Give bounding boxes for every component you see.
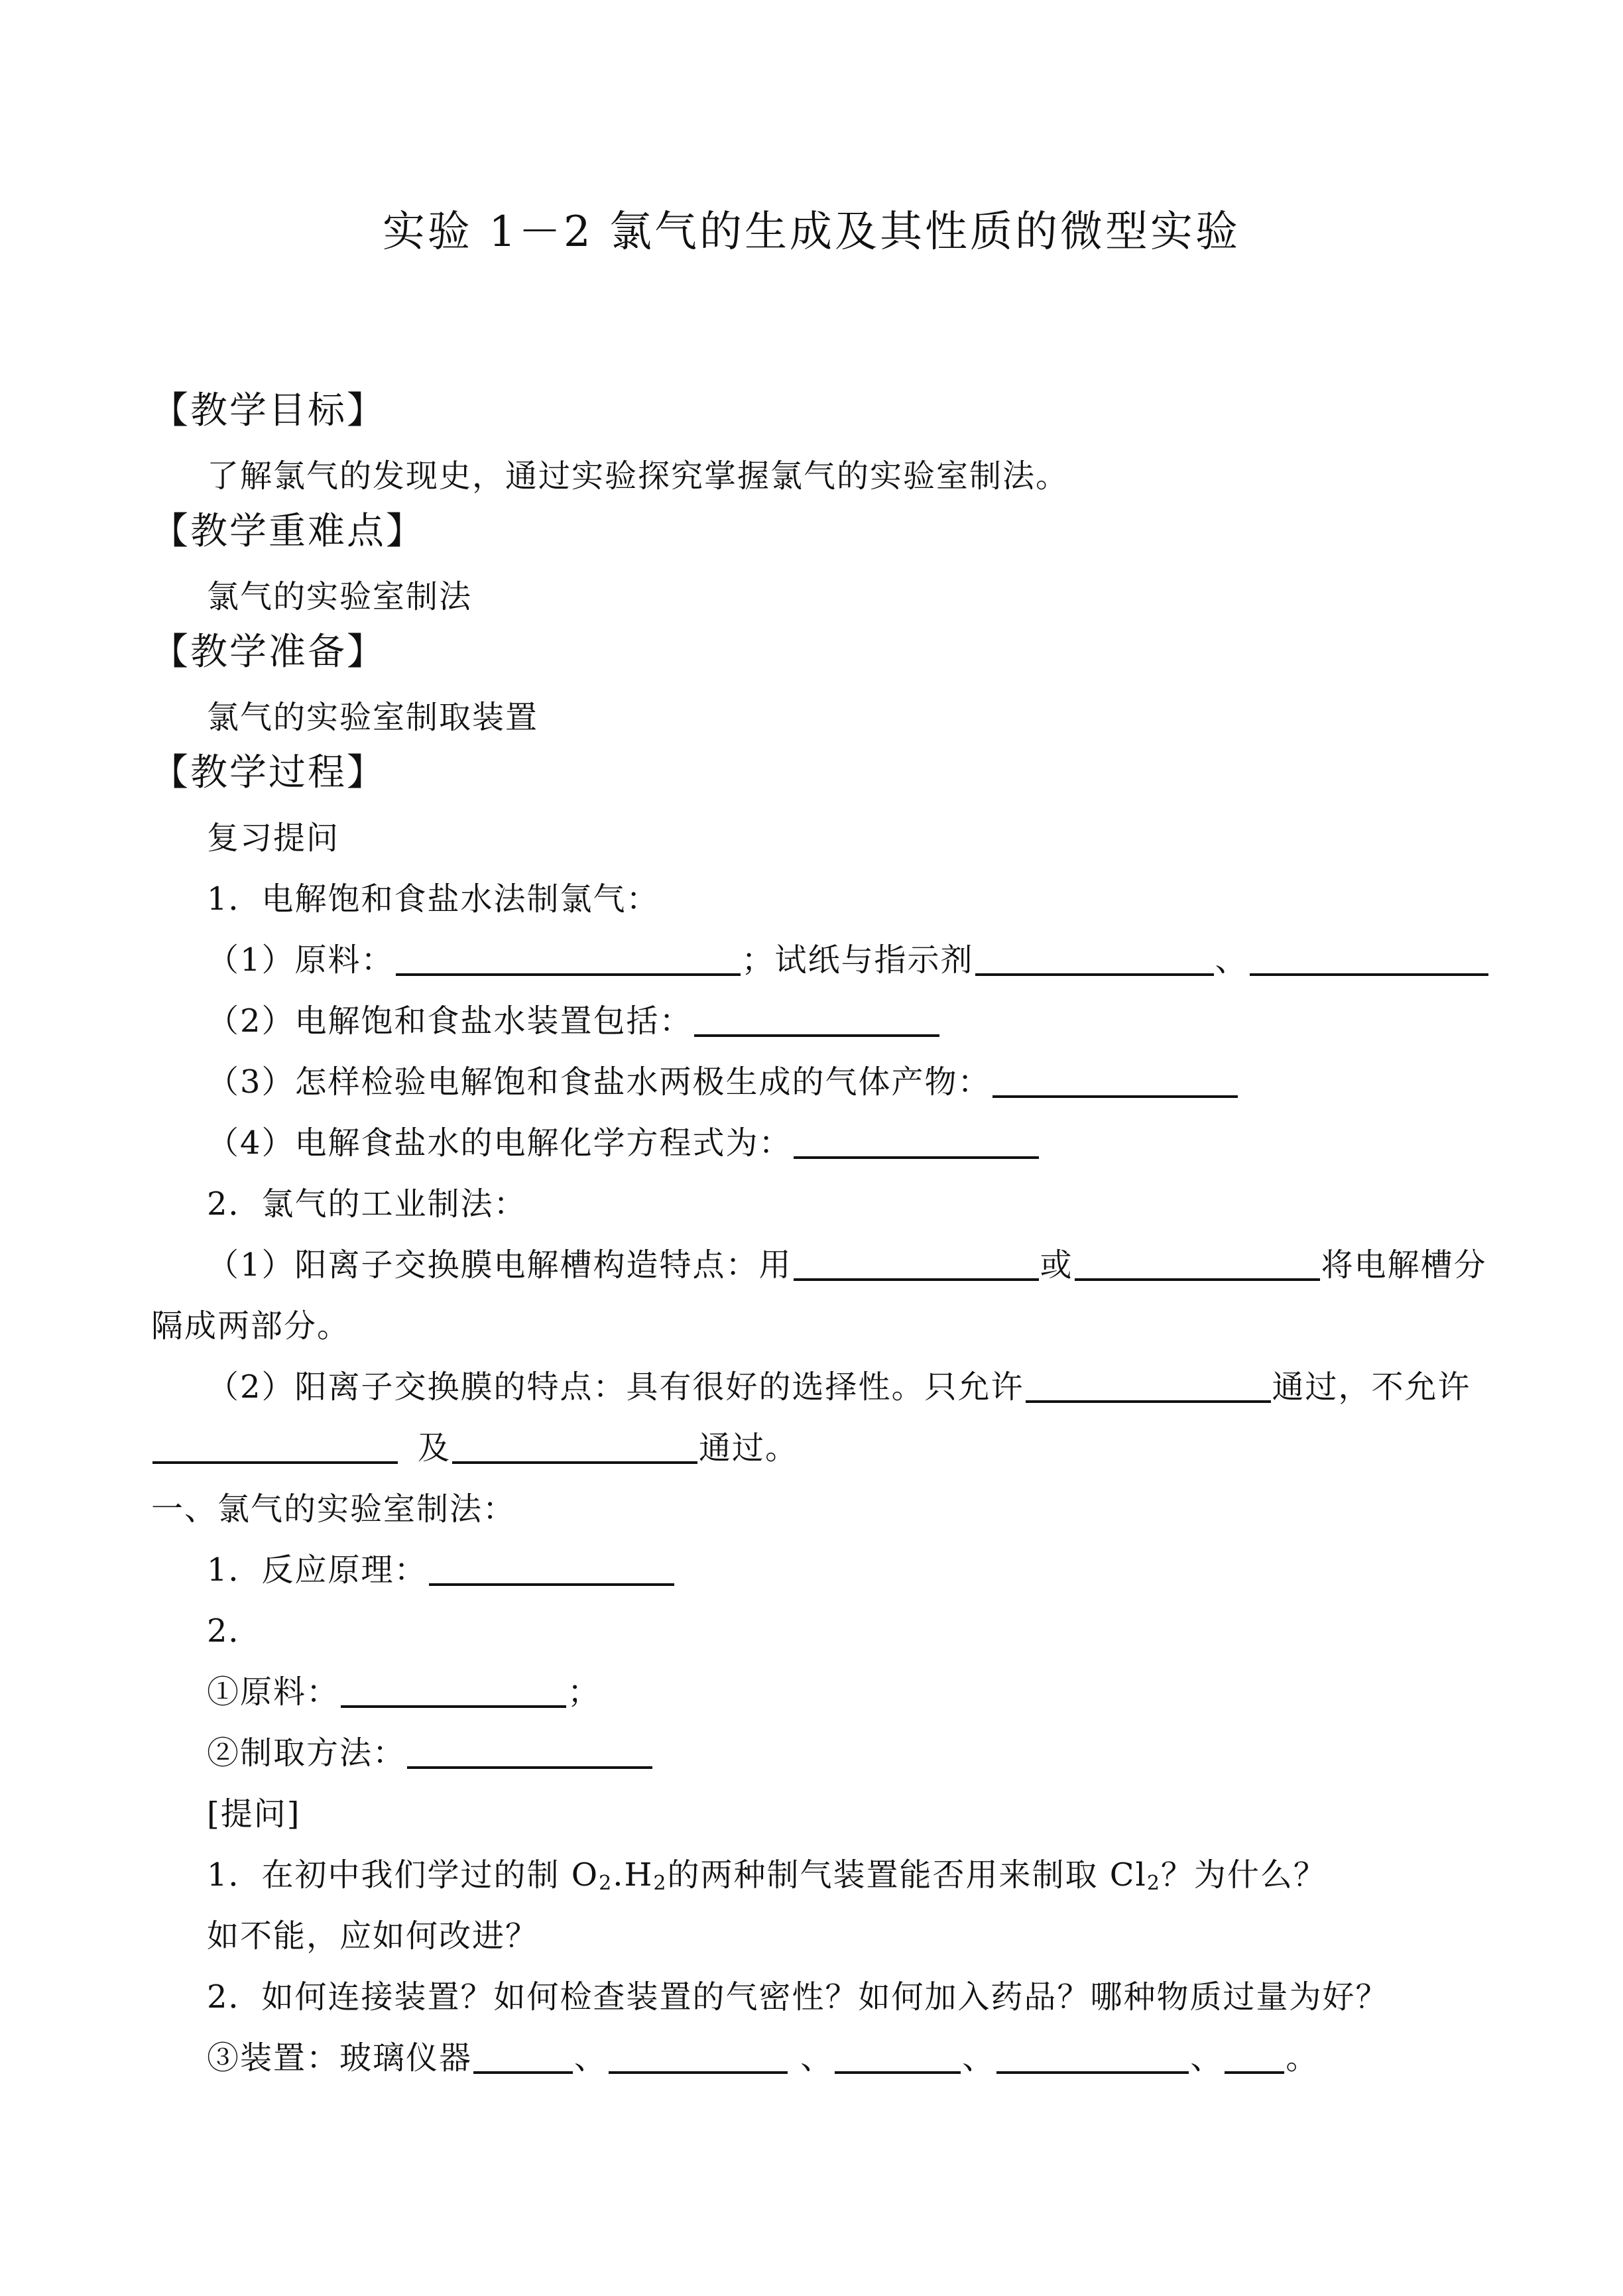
review-q1-4: [207, 1122, 1040, 1164]
subscript: 2: [599, 1872, 613, 1895]
review-q2-1: [207, 1244, 1487, 1286]
page-title: 实验 1－2 氯气的生成及其性质的微型实验: [382, 208, 1241, 257]
subscript: 2: [1146, 1872, 1161, 1895]
q2-2-mid: 通过，不允许: [1272, 1368, 1471, 1406]
prep-heading: 【教学准备】: [151, 631, 386, 674]
answer-blank[interactable]: [794, 1246, 1039, 1281]
answer-blank[interactable]: [152, 1429, 398, 1464]
separator: 、: [789, 2039, 834, 2077]
answer-blank[interactable]: [396, 941, 741, 976]
separator: 、: [574, 2039, 608, 2077]
q1-1-sep: 、: [1215, 941, 1248, 979]
review-q2: 2．氯气的工业制法：: [207, 1185, 527, 1223]
answer-blank[interactable]: [992, 1063, 1238, 1098]
principle-label: 1．反应原理：: [207, 1551, 428, 1589]
prep-text: 氯气的实验室制取装置: [207, 699, 539, 736]
review-label: 复习提问: [207, 819, 340, 857]
q1-3-text: （3）怎样检验电解饱和食盐水两极生成的气体产物：: [207, 1063, 991, 1101]
answer-blank[interactable]: [1225, 2039, 1284, 2074]
q1-1-prefix: （1）原料：: [207, 941, 394, 979]
ask1-part: 的两种制气装置能否用来制取 Cl: [667, 1856, 1147, 1894]
ask-label: [提问]: [207, 1795, 301, 1833]
subscript: 2: [653, 1872, 668, 1895]
ask-1-cont: 如不能，应如何改进？: [207, 1917, 539, 1955]
answer-blank[interactable]: [429, 1551, 674, 1586]
q2-1-prefix: （1）阳离子交换膜电解槽构造特点：用: [207, 1246, 792, 1284]
answer-blank[interactable]: [975, 941, 1214, 976]
method-label: ②制取方法：: [207, 1734, 406, 1772]
review-q1-3: [207, 1061, 1239, 1103]
q2-2-prefix: （2）阳离子交换膜的特点：具有很好的选择性。只允许: [207, 1368, 1024, 1406]
lab-heading: 一、氯气的实验室制法：: [151, 1490, 516, 1528]
answer-blank[interactable]: [609, 2039, 788, 2074]
ask-2: 2．如何连接装置？如何检查装置的气密性？如何加入药品？哪种物质过量为好？: [207, 1978, 1389, 2016]
ask-1: [207, 1854, 1327, 1905]
answer-blank[interactable]: [1250, 941, 1488, 976]
lab-principle: [207, 1549, 676, 1591]
raw-label: ①原料：: [207, 1673, 340, 1711]
answer-blank[interactable]: [452, 1429, 697, 1464]
answer-blank[interactable]: [996, 2039, 1189, 2074]
answer-blank[interactable]: [794, 1124, 1039, 1159]
lab-raw-materials: [207, 1671, 601, 1713]
answer-blank[interactable]: [835, 2039, 961, 2074]
ask1-part: .H: [613, 1856, 654, 1894]
keypoints-heading: 【教学重难点】: [151, 510, 425, 553]
keypoints-text: 氯气的实验室制法: [207, 578, 473, 615]
q2-2-end: 通过。: [699, 1429, 799, 1467]
objective-heading: 【教学目标】: [151, 389, 386, 432]
lab-item-2: 2．: [207, 1612, 262, 1650]
period: 。: [1286, 2039, 1319, 2077]
apparatus-label: ③装置：玻璃仪器: [207, 2039, 473, 2077]
objective-text: 了解氯气的发现史，通过实验探究掌握氯气的实验室制法。: [207, 457, 1069, 495]
answer-blank[interactable]: [473, 2039, 573, 2074]
review-q2-1-cont: 隔成两部分。: [151, 1307, 351, 1345]
review-q1-2: [207, 1000, 941, 1042]
lab-apparatus: [207, 2037, 1319, 2079]
process-heading: 【教学过程】: [151, 751, 386, 794]
separator: 、: [962, 2039, 996, 2077]
answer-blank[interactable]: [407, 1734, 652, 1769]
q1-4-text: （4）电解食盐水的电解化学方程式为：: [207, 1124, 792, 1162]
raw-end: ；: [568, 1673, 601, 1711]
review-q2-2-cont: [151, 1427, 798, 1469]
answer-blank[interactable]: [694, 1002, 939, 1037]
q2-1-suffix: 将电解槽分: [1321, 1246, 1487, 1284]
answer-blank[interactable]: [341, 1673, 566, 1708]
lab-method: [207, 1732, 654, 1774]
answer-blank[interactable]: [1075, 1246, 1320, 1281]
q2-2-and: 及: [418, 1429, 451, 1467]
review-q1-1: [207, 939, 1490, 981]
q1-2-text: （2）电解饱和食盐水装置包括：: [207, 1002, 693, 1040]
review-q2-2: [207, 1366, 1471, 1408]
review-q1: 1．电解饱和食盐水法制氯气：: [207, 880, 660, 918]
ask1-part: 1．在初中我们学过的制 O: [207, 1856, 599, 1894]
ask1-part: ？为什么？: [1160, 1856, 1327, 1894]
answer-blank[interactable]: [1026, 1368, 1271, 1403]
q1-1-mid: ；试纸与指示剂: [741, 941, 974, 979]
separator: 、: [1190, 2039, 1224, 2077]
q2-1-or: 或: [1040, 1246, 1073, 1284]
